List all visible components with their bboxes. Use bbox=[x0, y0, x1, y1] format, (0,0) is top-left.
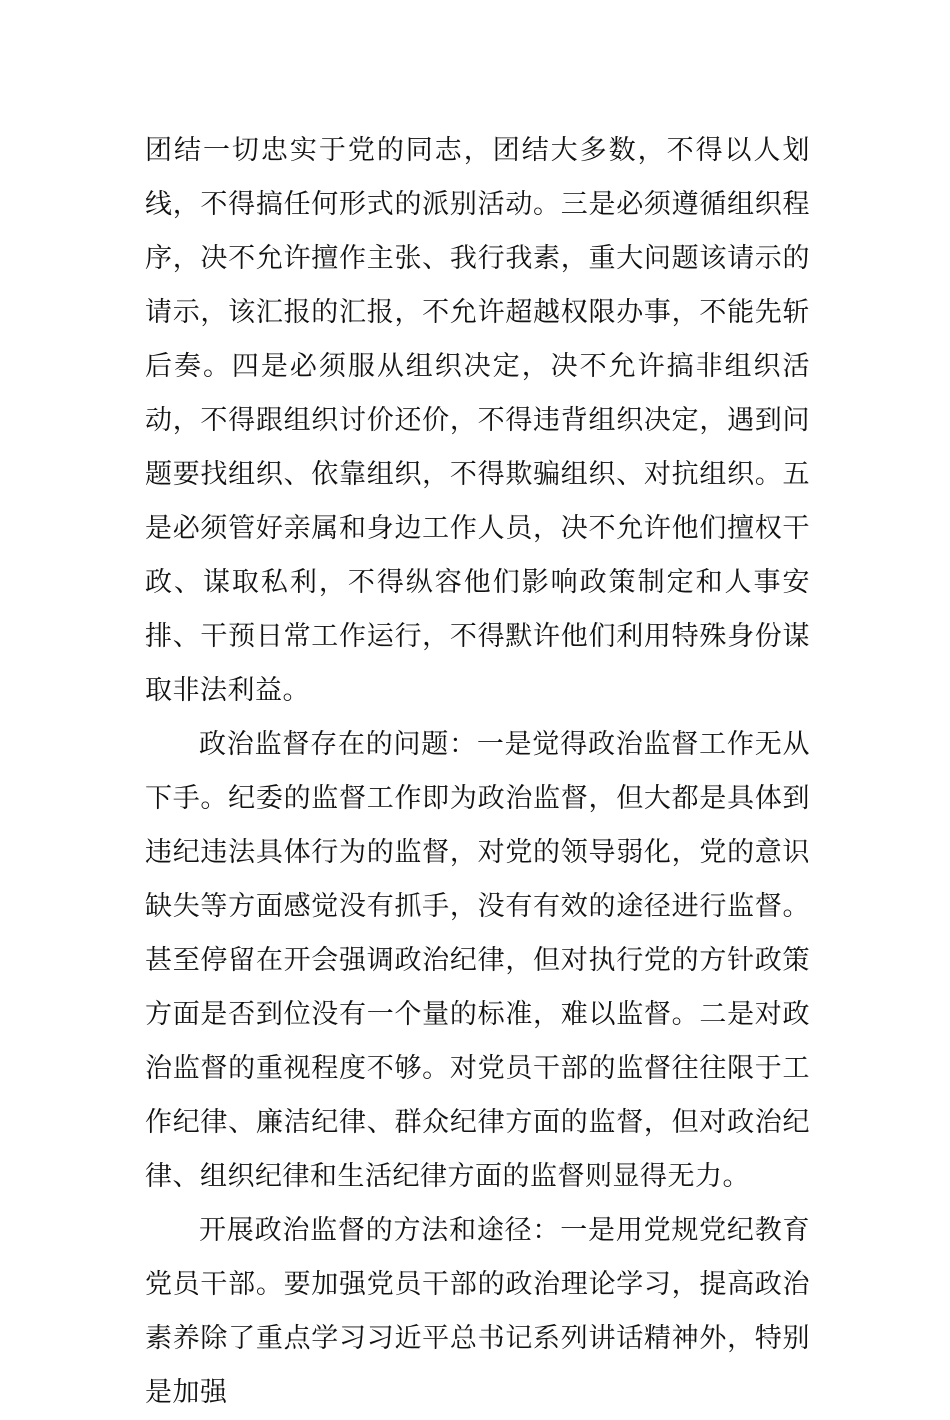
paragraph-continuation: 团结一切忠实于党的同志，团结大多数，不得以人划线，不得搞任何形式的派别活动。三是必须遵循组织程序，决不允许擅作主张、我行我素，重大问题该请示的请示，该汇报的汇报，不允许超越权限办事，不能先斩后奏。四是必须服从组织决定，决不允许搞非组织活动，不得跟组织讨价还价，不得违背组织决定，遇到问题要找组织、依靠组织，不得欺骗组织、对抗组织。五是必须管好亲属和身边工作人员，决不允许他们擅权干政、谋取私利，不得纵容他们影响政策制定和人事安排、干预日常工作运行，不得默许他们利用特殊身份谋取非法利益。 bbox=[145, 135, 810, 706]
paragraph-supervision-methods: 开展政治监督的方法和途径：一是用党规党纪教育党员干部。要加强党员干部的政治理论学习，提高政治素养除了重点学习习近平总书记系列讲话精神外，特别是加强 bbox=[145, 1215, 810, 1408]
paragraph-political-supervision-problems: 政治监督存在的问题：一是觉得政治监督工作无从下手。纪委的监督工作即为政治监督，但大都是具体到违纪违法具体行为的监督，对党的领导弱化，党的意识缺失等方面感觉没有抓手，没有有效的途径进行监督。甚至停留在开会强调政治纪律，但对执行党的方针政策方面是否到位没有一个量的标准，难以监督。二是对政治监督的重视程度不够。对党员干部的监督往往限于工作纪律、廉洁纪律、群众纪律方面的监督，但对政治纪律、组织纪律和生活纪律方面的监督则显得无力。 bbox=[145, 729, 810, 1192]
document-page bbox=[145, 124, 810, 1420]
